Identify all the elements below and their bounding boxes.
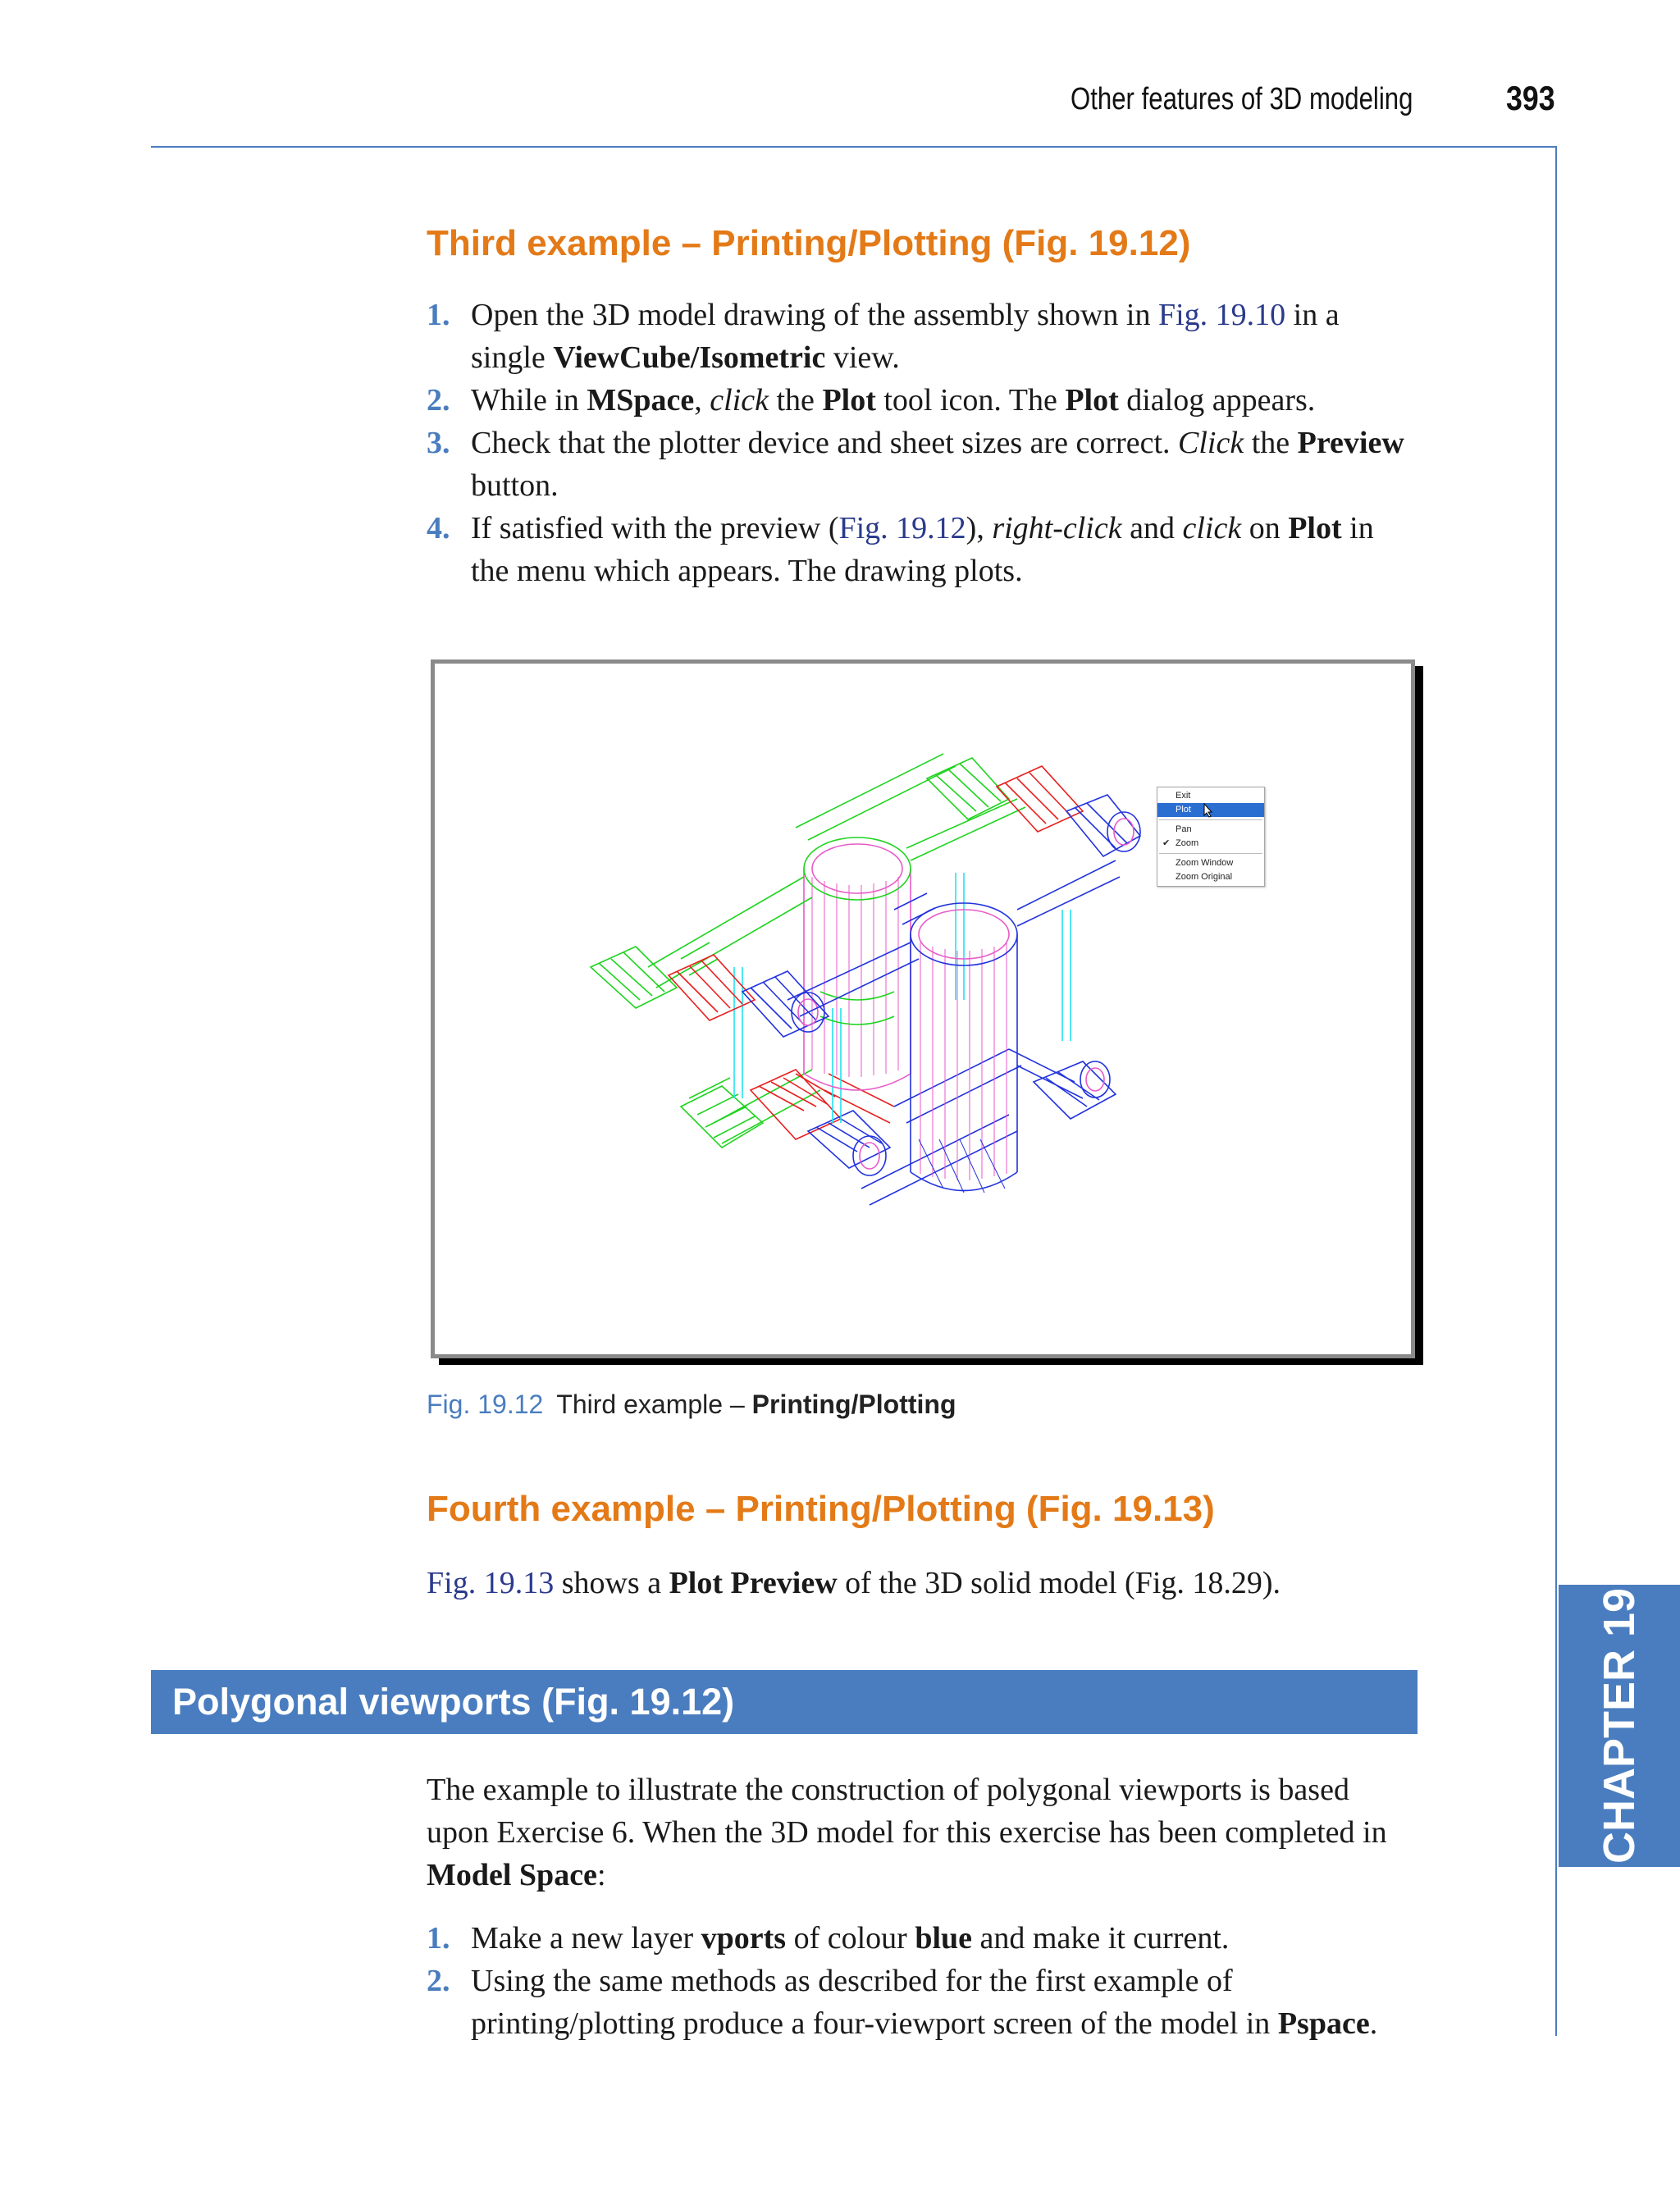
step-item — [427, 379, 1411, 422]
step-item — [427, 1917, 1411, 1960]
text-run: Check that the plotter device and sheet sizes are correct. — [471, 426, 1178, 460]
text-run: in the menu which appears. The drawing plots. — [471, 511, 1374, 588]
bold-term: Plot — [822, 383, 876, 418]
text-run: Open the 3D model drawing of the assembly shown in — [471, 298, 1158, 332]
bold-term: blue — [915, 1921, 973, 1956]
menu-item-zoom[interactable] — [1157, 837, 1264, 851]
plot-context-menu[interactable] — [1157, 787, 1265, 887]
bold-term: Preview — [1297, 426, 1404, 460]
bold-term: Plot — [1065, 383, 1119, 418]
step-number: 1. — [427, 298, 450, 332]
chapter-tab — [1559, 1585, 1680, 1867]
step-text — [471, 1964, 1377, 2041]
menu-item-exit[interactable]: Exit — [1176, 791, 1191, 801]
menu-item-zoom-original[interactable]: Zoom Original — [1176, 872, 1233, 882]
step-number: 2. — [427, 383, 450, 418]
third-example-steps — [427, 294, 1411, 592]
figure-reference-link[interactable]: Fig. 19.12 — [838, 511, 966, 545]
figure-caption — [427, 1390, 956, 1420]
text-run: on — [1241, 511, 1289, 545]
section-heading: Polygonal viewports (Fig. 19.12) — [172, 1681, 735, 1723]
rear-cylinder — [804, 837, 911, 1090]
menu-item-plot[interactable] — [1157, 803, 1264, 817]
lower-rollers — [681, 1061, 1116, 1175]
step-text — [471, 298, 1340, 375]
text-run: the — [769, 383, 823, 418]
header-rule — [151, 146, 1557, 148]
step-text — [471, 426, 1404, 503]
fourth-example-text — [427, 1562, 1411, 1604]
step-item — [427, 1960, 1411, 2045]
lower-frame-links — [714, 1049, 1083, 1205]
text-run: button. — [471, 468, 559, 503]
bold-term: vports — [701, 1921, 787, 1956]
menu-item-zoom-label: Zoom — [1176, 838, 1199, 848]
bold-term: Pspace — [1277, 2006, 1370, 2041]
text-run: of colour — [786, 1921, 915, 1956]
section-heading-bar — [151, 1670, 1418, 1734]
text-run: in a single — [471, 298, 1340, 375]
chapter-tab-label: CHAPTER 19 — [1595, 1587, 1645, 1864]
text-run: shows a — [554, 1566, 669, 1600]
upper-rollers — [591, 758, 1140, 1037]
step-item — [427, 422, 1411, 507]
text-run: If satisfied with the preview ( — [471, 511, 839, 545]
text-run: of the 3D solid model (Fig. 18.29). — [837, 1566, 1281, 1600]
text-run: While in — [471, 383, 587, 418]
margin-rule — [1555, 146, 1557, 2036]
text-run: tool icon. The — [875, 383, 1066, 418]
text-run: view. — [825, 340, 900, 375]
plot-preview-figure — [431, 659, 1415, 1358]
menu-item-plot-label: Plot — [1176, 805, 1191, 815]
menu-item-zoom-window[interactable]: Zoom Window — [1176, 858, 1234, 868]
step-item — [427, 294, 1411, 379]
bold-term: MSpace — [587, 383, 695, 418]
text-run: The example to illustrate the construction of polygonal viewports is based upon Exercise 6. When the 3D model for this exercise has been completed in — [427, 1773, 1387, 1850]
running-title: Other features of 3D modeling — [1071, 82, 1413, 116]
figure-number: Fig. 19.12 — [427, 1390, 544, 1419]
check-icon: ✔ — [1162, 838, 1171, 848]
step-text — [471, 511, 1374, 588]
italic-term: Click — [1178, 426, 1244, 460]
italic-term: right-click — [992, 511, 1122, 545]
step-text — [471, 1921, 1229, 1956]
bold-term: Plot — [1288, 511, 1342, 545]
caption-bold-text: Printing/Plotting — [751, 1390, 956, 1419]
step-text — [471, 383, 1315, 418]
text-run: Using the same methods as described for the first example of printing/plotting produce a four-viewport screen of the model in — [471, 1964, 1278, 2041]
text-run: ), — [966, 511, 993, 545]
text-run: . — [1369, 2006, 1378, 2041]
polygonal-intro-text — [427, 1768, 1411, 1896]
bold-term: ViewCube/Isometric — [553, 340, 826, 375]
step-item — [427, 507, 1411, 592]
menu-item-pan[interactable]: Pan — [1176, 824, 1192, 834]
italic-term: click — [1182, 511, 1242, 545]
italic-term: click — [710, 383, 769, 418]
polygonal-steps — [427, 1917, 1411, 2045]
text-run: and make it current. — [972, 1921, 1230, 1956]
cyan-posts — [734, 873, 1071, 1123]
step-number: 4. — [427, 511, 450, 545]
menu-separator — [1159, 819, 1262, 820]
caption-text: Third example – — [556, 1390, 752, 1419]
text-run: : — [596, 1858, 606, 1892]
step-number: 1. — [427, 1921, 450, 1956]
figure-reference-link[interactable]: Fig. 19.10 — [1157, 298, 1286, 332]
text-run: and — [1121, 511, 1183, 545]
fourth-example-heading: Fourth example – Printing/Plotting (Fig. 19.13) — [427, 1489, 1215, 1529]
third-example-heading: Third example – Printing/Plotting (Fig. 19.12) — [427, 223, 1191, 263]
menu-separator — [1159, 853, 1262, 854]
text-run: Make a new layer — [471, 1921, 701, 1956]
bold-term: Plot Preview — [669, 1566, 838, 1600]
text-run: dialog appears. — [1118, 383, 1316, 418]
wireframe-assembly-drawing — [435, 664, 1411, 1354]
text-run: the — [1244, 426, 1298, 460]
page-number: 393 — [1506, 79, 1555, 117]
step-number: 2. — [427, 1964, 450, 1998]
step-number: 3. — [427, 426, 450, 460]
bold-term: Model Space — [427, 1858, 597, 1892]
figure-reference-link[interactable]: Fig. 19.13 — [427, 1566, 555, 1600]
text-run: , — [694, 383, 710, 418]
